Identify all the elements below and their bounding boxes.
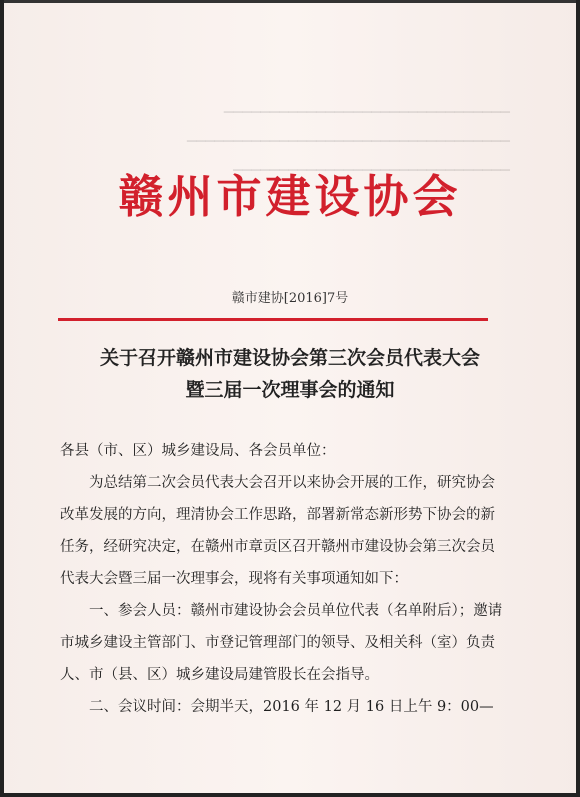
scan-edge-left (0, 0, 4, 797)
scan-edge-top (0, 0, 580, 3)
body-paragraph-3: 二、会议时间：会期半天，2016 年 12 月 16 日上午 9：00— (89, 699, 494, 715)
scan-edge-bottom (0, 793, 580, 797)
notice-body (60, 435, 505, 723)
salutation: 各县（市、区）城乡建设局、各会员单位： (60, 443, 336, 459)
document-number: 赣市建协[2016]7号 (231, 291, 349, 306)
body-paragraph-1: 为总结第二次会员代表大会召开以来协会开展的工作，研究协会改革发展的方向，理清协会工作思路，部署新常态新形势下协会的新任务，经研究决定，在赣州市章贡区召开赣州市建设协会第三次会员代表大会暨三届一次理事会，现将有关事项通知如下： (60, 475, 495, 587)
notice-title-line-2: 暨三届一次理事会的通知 (185, 379, 395, 401)
notice-title-line-1: 关于召开赣州市建设协会第三次会员代表大会 (99, 347, 480, 369)
organization-title: 赣州市建设协会 (118, 170, 462, 223)
red-divider-line (58, 318, 488, 321)
body-paragraph-2: 一、参会人员：赣州市建设协会会员单位代表（名单附后）；邀请市城乡建设主管部门、市登记管理部门的领导、及相关科（室）负责人、市（县、区）城乡建设局建管股长在会指导。 (60, 603, 503, 683)
notice-title (40, 342, 540, 406)
scan-edge-right (576, 0, 580, 797)
bleed-through-texture: ▁▁▁▁▁▁▁▁▁▁▁▁▁▁▁▁▁▁▁▁▁▁▁▁▁▁▁▁▁▁▁ ▁▁▁▁▁▁▁▁▁▁▁▁▁▁▁▁▁▁▁▁▁▁▁▁▁▁▁▁▁▁▁▁▁▁▁ ▁▁▁▁▁▁▁▁▁▁▁▁▁▁▁▁▁▁▁▁▁▁▁▁▁▁▁▁▁▁ (187, 99, 510, 171)
